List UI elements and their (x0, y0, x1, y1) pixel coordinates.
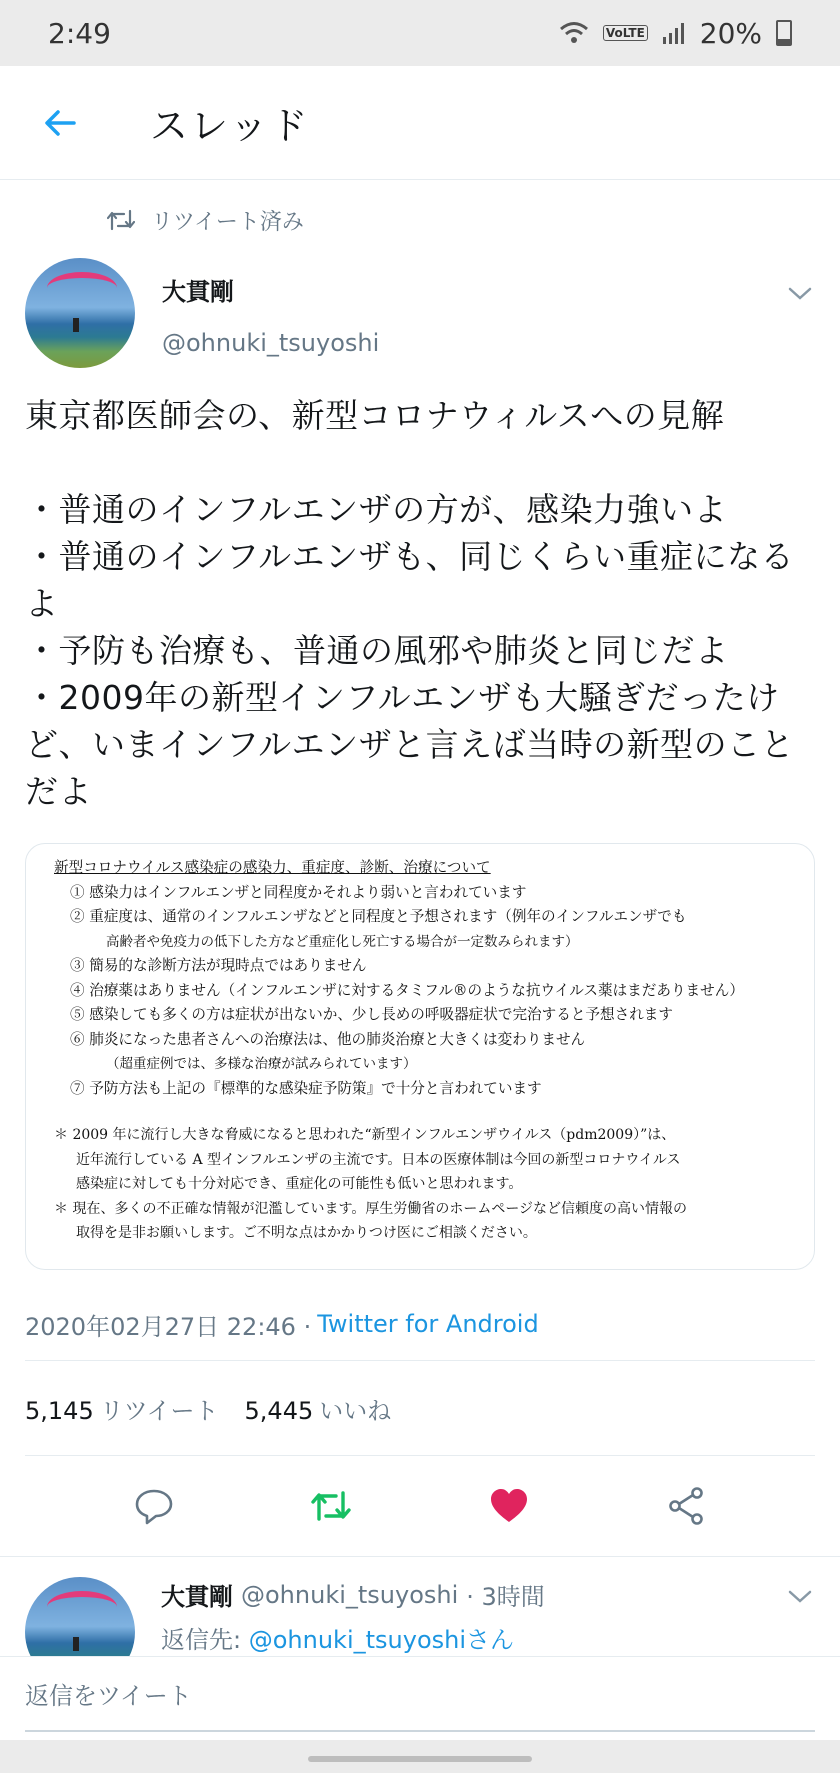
avatar[interactable] (25, 1577, 135, 1664)
wifi-icon (559, 20, 589, 46)
heart-icon[interactable] (488, 1485, 530, 1527)
back-arrow-icon[interactable] (40, 103, 80, 143)
battery-icon (776, 20, 792, 46)
share-icon[interactable] (665, 1485, 707, 1527)
avatar[interactable] (25, 258, 135, 368)
tweet-stats (25, 1361, 815, 1455)
like-count: 5,445 (244, 1396, 314, 1425)
retweet-label: リツイート (99, 1396, 219, 1425)
retweeted-label: リツイート済み (151, 209, 304, 235)
retweet-button-icon[interactable] (310, 1485, 352, 1527)
tweet-text: 東京都医師会の、新型コロナウィルスへの見解 ・普通のインフルエンザの方が、感染力強いよ ・普通のインフルエンザも、同じくらい重症になるよ ・予防も治療も、普通の風邪や肺炎と同じだよ ・2009年の新型インフルエンザも大騒ぎだったけど、いまインフルエンザと言えば当時の新型のことだよ (25, 396, 795, 811)
volte-badge: VoLTE (603, 25, 648, 41)
reply-to-line (161, 1620, 545, 1655)
like-label: いいね (319, 1396, 392, 1425)
chevron-down-icon[interactable] (785, 1587, 815, 1607)
main-tweet (0, 184, 840, 1556)
tweet-timestamp: 2020年02月27日 22:46 · (25, 1312, 312, 1341)
battery-percent: 20% (699, 16, 762, 50)
tweet-meta (25, 1300, 815, 1348)
system-nav-bar (0, 1740, 840, 1773)
tweet-image[interactable] (25, 843, 815, 1270)
doc-item: ⑥ 肺炎になった患者さんへの治療法は、他の肺炎治療と大きくは変わりません (70, 1030, 586, 1048)
doc-note: 感染症に対しても十分対応でき、重症化の可能性も低いと思われます。 (76, 1176, 523, 1192)
retweet-count: 5,145 (25, 1396, 94, 1425)
tweet-source-link[interactable]: Twitter for Android (317, 1310, 539, 1338)
doc-item-cont: （超重症例では、多様な治療が試みられています） (106, 1056, 417, 1072)
signal-icon (662, 21, 686, 45)
doc-note: 近年流行している A 型インフルエンザの主流です。日本の医療体制は今回の新型コロナウイルス (76, 1151, 681, 1168)
reply-tweet[interactable] (0, 1556, 840, 1664)
doc-item: ⑤ 感染しても多くの方は症状が出ないか、少し長めの呼吸器症状で完治すると予想されます (70, 1006, 673, 1023)
doc-note: ＊ 現在、多くの不正確な情報が氾濫しています。厚生労働省のホームページなど信頼度の高い情報の (54, 1200, 688, 1217)
doc-item: ② 重症度は、通常のインフルエンザなどと同程度と予想されます（例年のインフルエンザでも (70, 908, 687, 925)
author-handle[interactable]: @ohnuki_tsuyoshi (162, 329, 380, 357)
status-bar (0, 0, 840, 66)
retweet-stat[interactable] (25, 1391, 219, 1426)
reply-icon[interactable] (133, 1485, 175, 1527)
retweeted-indicator (25, 184, 815, 256)
tweet-author (25, 258, 815, 368)
doc-title: 新型コロナウイルス感染症の感染力、重症度、診断、治療について (54, 859, 491, 876)
home-gesture-handle[interactable] (308, 1756, 532, 1762)
reply-to-user-link[interactable]: @ohnuki_tsuyoshiさん (248, 1626, 515, 1654)
doc-item: ① 感染力はインフルエンザと同程度かそれより弱いと言われています (70, 883, 527, 901)
chevron-down-icon[interactable] (785, 284, 815, 304)
tweet-actions (25, 1456, 815, 1556)
doc-note: ＊ 2009 年に流行し大きな脅威になると思われた“新型インフルエンザウイルス（pdm2009）”は、 (54, 1127, 676, 1143)
reply-time: · 3時間 (466, 1583, 545, 1611)
reply-author-handle[interactable]: @ohnuki_tsuyoshi (241, 1580, 459, 1609)
page-title: スレッド (150, 104, 310, 148)
doc-note: 取得を是非お願いします。ご不明な点はかかりつけ医にご相談ください。 (76, 1225, 537, 1241)
status-icons (559, 17, 792, 50)
reply-to-label: 返信先: (161, 1626, 242, 1654)
reply-composer (0, 1656, 840, 1740)
app-header (0, 66, 840, 180)
doc-item: ⑦ 予防方法も上記の『標準的な感染症予防策』で十分と言われています (70, 1079, 542, 1097)
author-display-name[interactable]: 大貫剛 (162, 278, 234, 306)
status-time: 2:49 (48, 16, 111, 50)
reply-author-name[interactable]: 大貫剛 (161, 1583, 233, 1611)
doc-item: ④ 治療薬はありません（インフルエンザに対するタミフル®のような抗ウイルス薬はまだありません） (70, 981, 744, 999)
doc-item-cont: 高齢者や免疫力の低下した方など重症化し死亡する場合が一定数みられます） (106, 933, 579, 950)
retweet-icon (107, 209, 135, 231)
reply-input[interactable]: 返信をツイート (25, 1657, 815, 1732)
doc-item: ③ 簡易的な診断方法が現時点ではありません (70, 957, 367, 974)
like-stat[interactable] (245, 1391, 392, 1426)
